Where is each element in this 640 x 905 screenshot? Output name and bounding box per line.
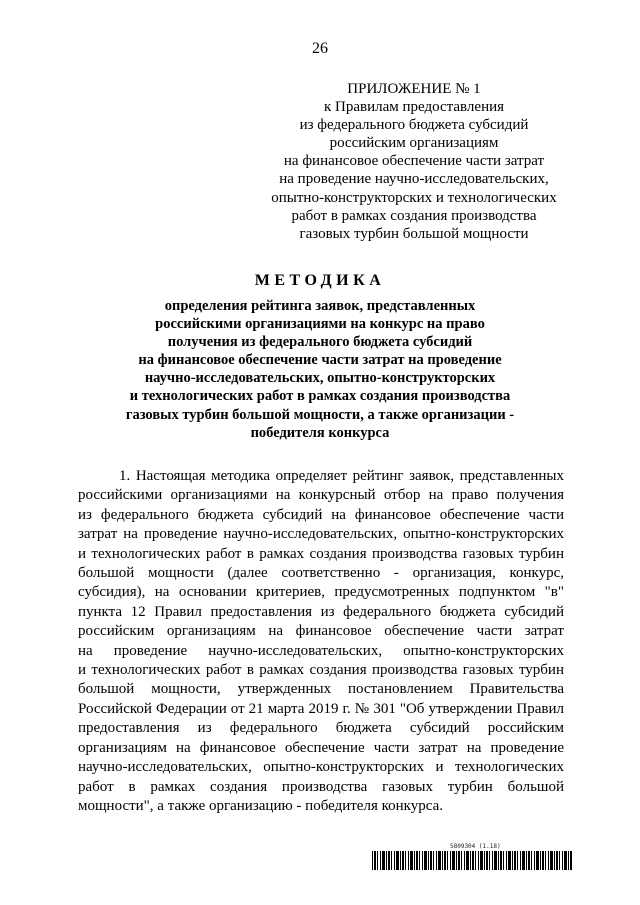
body-line: организациям на финансовое обеспечение части затрат на проведение <box>78 739 564 756</box>
body-line: российскими организациями на конкурсный отбор на право получения <box>78 487 564 504</box>
stamp-label: 5809304 (1.18) <box>450 843 501 850</box>
body-line: субсидия), на основании критериев, предусмотренных подпунктом "в" <box>78 584 564 601</box>
body-line: Российской Федерации от 21 марта 2019 г. № 301 "Об утверждении Правил <box>78 700 564 717</box>
body-line: научно-исследовательских, опытно-конструкторских и технологических <box>78 759 564 776</box>
appendix-line: работ в рамках создания производства <box>291 207 537 224</box>
subtitle-line: российскими организациями на конкурс на право <box>155 316 485 333</box>
document-title: МЕТОДИКА <box>254 272 386 289</box>
appendix-header <box>250 80 578 243</box>
page-number: 26 <box>312 40 328 57</box>
appendix-title: ПРИЛОЖЕНИЕ № 1 <box>347 81 481 97</box>
subtitle-line: газовых турбин большой мощности, а также организации - <box>125 406 515 423</box>
subtitle-line: получения из федерального бюджета субсидий <box>167 334 473 351</box>
paragraph-1 <box>78 467 564 816</box>
body-line: 1. Настоящая методика определяет рейтинг заявок, представленных <box>119 468 564 484</box>
body-line: на проведение научно-исследовательских, опытно-конструкторских <box>78 642 564 659</box>
appendix-line: газовых турбин большой мощности <box>299 225 529 242</box>
body-line: большой мощности (далее соответственно - организация, конкурс, <box>78 565 564 582</box>
body-line: и технологических работ в рамках создания производства газовых турбин <box>78 545 564 562</box>
body-line: мощности", а также организацию - победителя конкурса. <box>78 797 443 814</box>
appendix-line: из федерального бюджета субсидий <box>299 117 529 134</box>
body-line: пункта 12 Правил предоставления из федерального бюджета субсидий <box>78 603 564 620</box>
subtitle-line: победителя конкурса <box>250 424 390 441</box>
subtitle-line: научно-исследовательских, опытно-конструкторских <box>144 370 496 387</box>
body-line: затрат на проведение научно-исследовательских, опытно-конструкторских <box>78 526 564 543</box>
subtitle-line: определения рейтинга заявок, представленных <box>164 298 476 314</box>
subtitle-line: и технологических работ в рамках создания производства <box>129 388 511 405</box>
body-line: работ в рамках создания производства газовых турбин большой <box>78 778 564 795</box>
appendix-line: к Правилам предоставления <box>323 99 505 116</box>
body-line: и технологических работ в рамках создания производства газовых турбин <box>78 662 564 679</box>
subtitle-line: на финансовое обеспечение части затрат на проведение <box>138 352 502 369</box>
appendix-line: опытно-конструкторских и технологических <box>271 189 557 206</box>
appendix-line: на проведение научно-исследовательских, <box>279 171 549 188</box>
body-line: предоставления из федерального бюджета субсидий российским <box>78 720 564 737</box>
appendix-line: российским организациям <box>329 135 499 152</box>
barcode-icon <box>372 851 572 870</box>
body-line: из федерального бюджета субсидий на финансовое обеспечение части <box>78 506 564 523</box>
appendix-line: на финансовое обеспечение части затрат <box>283 153 545 170</box>
body-line: российским организациям на финансовое обеспечение части затрат <box>78 623 564 640</box>
document-subtitle <box>100 297 540 442</box>
body-line: большой мощности, утвержденных постановлением Правительства <box>78 681 564 698</box>
document-stamp <box>372 843 572 873</box>
